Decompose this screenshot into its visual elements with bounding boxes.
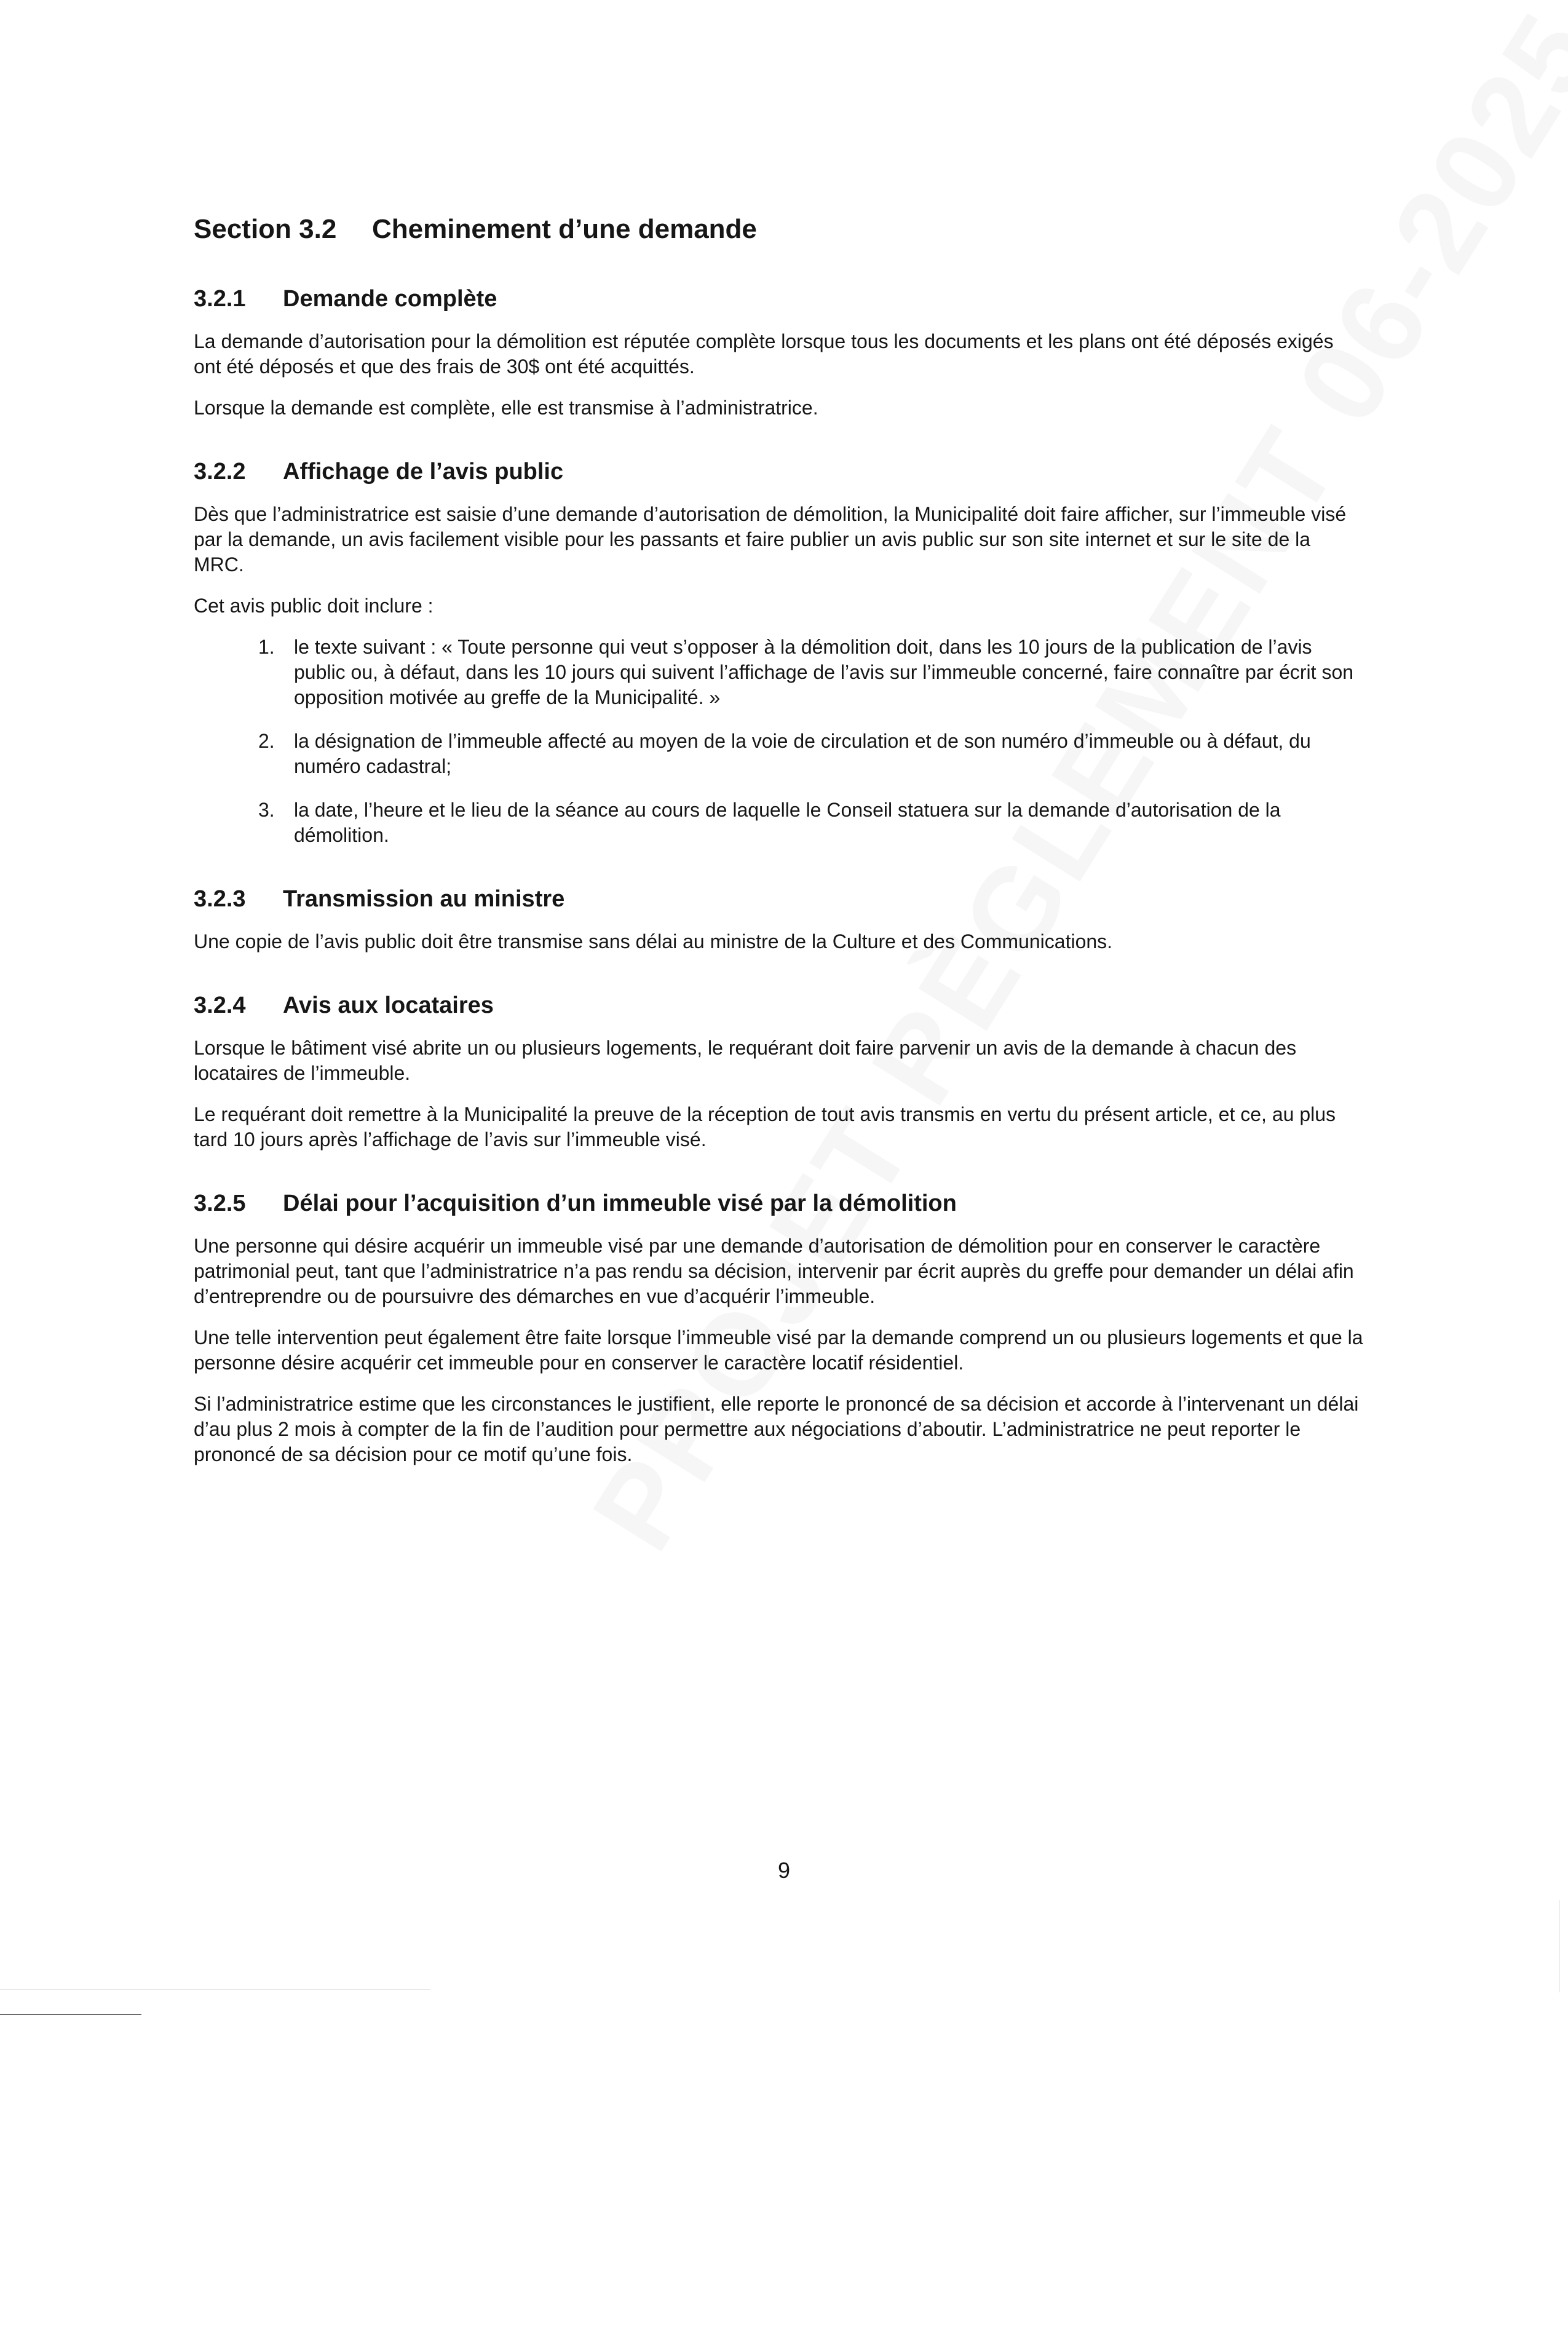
subsection-heading (194, 884, 1365, 914)
scan-artifact-line (0, 1989, 430, 1990)
subsection-3-2-2 (194, 456, 1365, 848)
paragraph: Lorsque le bâtiment visé abrite un ou plusieurs logements, le requérant doit faire parvenir un avis de la demande à chacun des locataires de l’immeuble. (194, 1037, 1297, 1084)
paragraph: Dès que l’administratrice est saisie d’une demande d’autorisation de démolition, la Municipalité doit faire afficher, sur l’immeuble visé par la demande, un avis facilement visible pour les passants et faire publier un avis public sur son site internet et sur le site de la MRC. (194, 503, 1347, 576)
paragraph: Lorsque la demande est complète, elle est transmise à l’administratrice. (194, 397, 818, 419)
subsection-title: Demande complète (283, 286, 497, 312)
list-item-text: la date, l’heure et le lieu de la séance au cours de laquelle le Conseil statuera sur la demande d’autorisation de la démolition. (294, 799, 1281, 846)
scan-artifact-line (0, 2014, 141, 2015)
numbered-list (194, 635, 1365, 848)
section-number: Section 3.2 (194, 214, 337, 244)
subsection-heading (194, 283, 1365, 314)
list-marker: 2. (258, 730, 275, 752)
paragraph: Cet avis public doit inclure : (194, 595, 434, 617)
page-number: 9 (777, 1858, 791, 1883)
subsection-heading (194, 456, 1365, 487)
page-content (194, 212, 1365, 1503)
subsection-number: 3.2.3 (194, 886, 246, 912)
list-item-text: le texte suivant : « Toute personne qui veut s’opposer à la démolition doit, dans les 10 jours de la publication de l’avis public ou, à défaut, dans les 10 jours qui suivent l’affichage de l’avis sur l’immeuble concerné, faire connaître par écrit son opposition motivée au greffe de la Municipalité. » (294, 636, 1354, 708)
section-title: Cheminement d’une demande (372, 214, 757, 244)
paragraph: Le requérant doit remettre à la Municipalité la preuve de la réception de tout avis transmis en vertu du présent article, et ce, au plus tard 10 jours après l’affichage de l’avis sur l’immeuble visé. (194, 1103, 1336, 1151)
paragraph: La demande d’autorisation pour la démolition est réputée complète lorsque tous les documents et les plans ont été déposés exigés ont été déposés et que des frais de 30$ ont été acquittés. (194, 330, 1334, 378)
list-item (258, 729, 1365, 779)
subsection-3-2-3 (194, 884, 1365, 954)
subsection-number: 3.2.1 (194, 286, 246, 312)
subsection-number: 3.2.4 (194, 992, 246, 1018)
paragraph: Une personne qui désire acquérir un immeuble visé par une demande d’autorisation de démolition pour en conserver le caractère patrimonial peut, tant que l’administratrice n’a pas rendu sa décision, intervenir par écrit auprès du greffe pour demander un délai afin d’entreprendre ou de poursuivre des démarches en vue d’acquérir l’immeuble. (194, 1235, 1354, 1307)
list-item (258, 798, 1365, 848)
subsection-3-2-4 (194, 990, 1365, 1152)
subsection-3-2-1 (194, 283, 1365, 421)
subsection-3-2-5 (194, 1188, 1365, 1467)
list-item (258, 635, 1365, 710)
list-item-text: la désignation de l’immeuble affecté au moyen de la voie de circulation et de son numéro d’immeuble ou à défaut, du numéro cadastral; (294, 730, 1311, 777)
subsection-title: Délai pour l’acquisition d’un immeuble visé par la démolition (283, 1190, 957, 1216)
paragraph: Une telle intervention peut également être faite lorsque l’immeuble visé par la demande comprend un ou plusieurs logements et que la personne désire acquérir cet immeuble pour en conserver le caractère locatif résidentiel. (194, 1326, 1363, 1374)
paragraph: Si l’administratrice estime que les circonstances le justifient, elle reporte le prononcé de sa décision et accorde à l’intervenant un délai d’au plus 2 mois à compter de la fin de l’audition pour permettre aux négociations d’aboutir. L’administratrice ne peut reporter le prononcé de sa décision pour ce motif qu’une fois. (194, 1393, 1359, 1465)
subsection-title: Avis aux locataires (283, 992, 494, 1018)
section-heading (194, 212, 1365, 247)
subsection-heading (194, 1188, 1365, 1219)
subsection-number: 3.2.2 (194, 459, 246, 485)
subsection-number: 3.2.5 (194, 1190, 246, 1216)
scan-artifact-edge (1559, 1900, 1560, 1992)
paragraph: Une copie de l’avis public doit être transmise sans délai au ministre de la Culture et des Communications. (194, 930, 1113, 953)
subsection-title: Affichage de l’avis public (283, 459, 564, 485)
list-marker: 3. (258, 799, 275, 821)
subsection-title: Transmission au ministre (283, 886, 565, 912)
list-marker: 1. (258, 636, 275, 658)
subsection-heading (194, 990, 1365, 1021)
